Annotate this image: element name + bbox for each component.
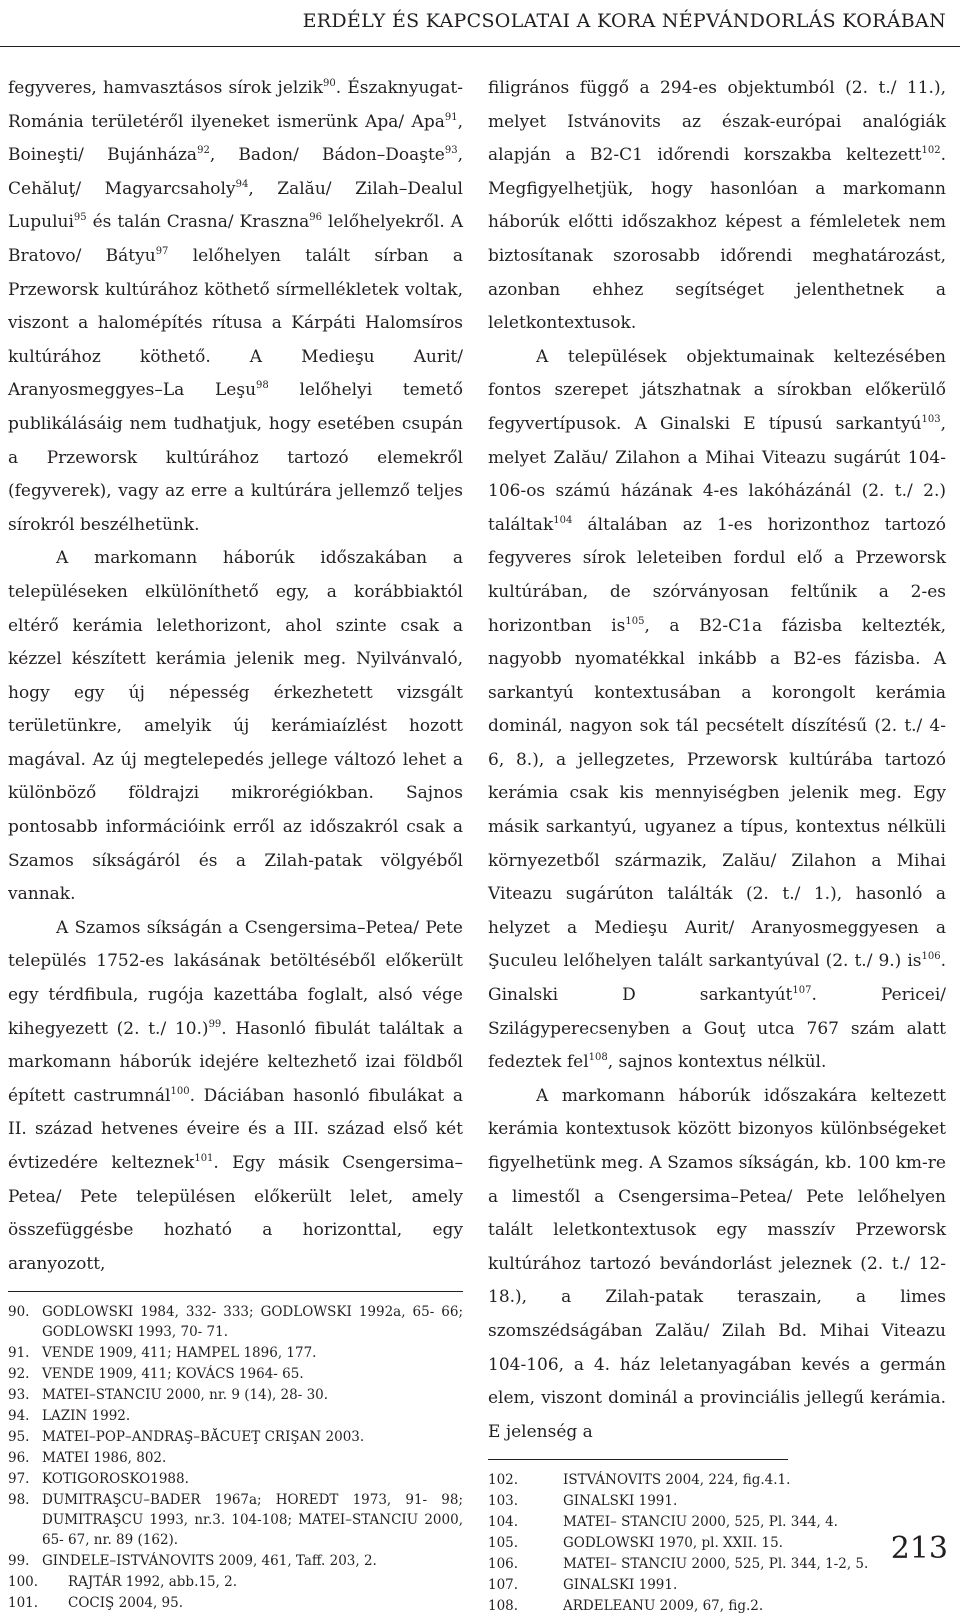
page-number: 213 bbox=[890, 1531, 948, 1566]
footnote-reference: 104 bbox=[553, 514, 573, 526]
body-paragraph: A települések objektumainak keltezésében fontos szerepet játszhatnak a sírokban előkerülő fegyvertípusok. A Ginalski E típusú sarkantyú$^{103}$, melyet Zalău/ Zilahon a Mihai Viteazu sugárút 104-106-os számú házának 4-es lakóházánál (2. t./ 2.) találtak$^{104}$ általában az 1-es horizonthoz tartozó fegyveres sírok leleteiben fordul elő a Przeworsk kultúrában, de szórványosan feltűnik a 2-es horizontban $is^{105}$, a B2-C1a fázisba keltezték, nagyobb nyomatékkal inkább a B2-es fázisba. A sarkantyú kontextusában a korongolt kerámia dominál, nagyon sok tál pecsételt díszítésű (2. t./ 4-6, 8.), a jellegzetes, Przeworsk kultúrába tartozó kerámia csak kis mennyiségben jelenik meg. Egy másik sarkantyú, ugyanez a típus, kontextus nélküli környezetből származik, Zalău/ Zilahon a Mihai Viteazu sugárúton találták (2. t./ 1.), hasonló a helyzet a Medieşu Aurit/ Aranyosmeggyesen a Şuculeu lelőhelyen talált sarkantyúval (2. t./ 9.) $is^{106}$. Ginalski D sarkantyút$^{107}$. Pericei/ Szilágyperecsenyben a Gouţ utca 767 szám alatt fedeztek fel$^{108}$, sajnos kontextus nélkül. bbox=[488, 346, 946, 1073]
footnote-text: LAZIN 1992. bbox=[42, 1408, 131, 1425]
footnote-text: GODLOWSKI 1984, 332- 333; GODLOWSKI 1992a, 65- 66; GODLOWSKI 1993, 70- 71. bbox=[42, 1304, 463, 1341]
footnote-number: 102. bbox=[488, 1472, 519, 1489]
footnote-reference: 93 bbox=[444, 145, 458, 157]
footnote bbox=[8, 1469, 463, 1489]
footnote-text: MATEI– STANCIU 2000, 525, Pl. 344, 1-2, 5. bbox=[563, 1556, 869, 1573]
footnote bbox=[488, 1491, 946, 1511]
footnote-reference: 91 bbox=[444, 111, 458, 123]
footnote bbox=[8, 1551, 463, 1571]
right-body-text bbox=[488, 72, 946, 1449]
body-paragraph: A markomann háborúk időszakára keltezett kerámia kontextusok között bizonyos különbségeket figyelhetünk meg. A Szamos síkságán, kb. 100 km-re a limestől a Csengersima–Petea/ Pete lelőhelyen talált leletkontextusok egy masszív Przeworsk kultúrához tartozó bevándorlást jeleznek (2. t./ 12-18.), a Zilah-patak teraszain, a limes szomszédságában Zalău/ Zilah Bd. Mihai Viteazu 104-106, a 4. ház leletanyagában kevés a germán elem, viszont dominál a provinciális jellegű kerámia. E jelenség a bbox=[488, 1085, 946, 1442]
footnote-reference: 108 bbox=[588, 1052, 608, 1064]
footnote bbox=[8, 1385, 463, 1405]
footnote bbox=[8, 1427, 463, 1447]
footnote-reference: 95 bbox=[73, 212, 87, 224]
left-footnotes bbox=[8, 1302, 463, 1613]
footnote-number: 100. bbox=[8, 1574, 39, 1591]
body-paragraph: filigrános függő a 294-es objektumból (2. t./ 11.), melyet Istvánovits az észak-európai analógiák alapján a B2-C1 időrendi korszakba keltezett$^{102}$. Megfigyelhetjük, hogy hasonlóan a markomann háborúk előtti időszakhoz képest a fémleletek nem biztosítanak szorosabb időrendi meghatározást, azonban ehhez segítséget jelenthetnek a leletkontextusok. bbox=[488, 78, 946, 334]
footnote-text: RAJTÁR 1992, abb.15, 2. bbox=[68, 1574, 238, 1591]
footnote-reference: 107 bbox=[792, 985, 812, 997]
footnote-text: MATEI 1986, 802. bbox=[42, 1450, 167, 1467]
footnote bbox=[488, 1596, 946, 1616]
footnote bbox=[8, 1364, 463, 1384]
footnote-reference: 96 bbox=[309, 212, 323, 224]
footnote-reference: 92 bbox=[197, 145, 210, 157]
footnote-number: 101. bbox=[8, 1595, 39, 1612]
footnote-number: 105. bbox=[488, 1535, 519, 1552]
footnote-reference: 102 bbox=[921, 145, 941, 157]
footnote-reference: 98 bbox=[256, 380, 269, 392]
footnote-number: 96. bbox=[8, 1450, 30, 1467]
footnote bbox=[8, 1302, 463, 1342]
footnote-number: 95. bbox=[8, 1429, 30, 1446]
footnote-reference: 97 bbox=[155, 245, 169, 257]
footnote-text: GINALSKI 1991. bbox=[563, 1493, 678, 1510]
footnote-number: 106. bbox=[488, 1556, 519, 1573]
footnote-number: 97. bbox=[8, 1471, 30, 1488]
footnote-reference: 99 bbox=[208, 1018, 222, 1030]
footnote bbox=[8, 1406, 463, 1426]
left-column bbox=[8, 72, 463, 1614]
footnote bbox=[8, 1572, 463, 1592]
footnote-reference: 106 bbox=[921, 951, 941, 963]
footnote-text: KOTIGOROSKO1988. bbox=[42, 1471, 189, 1488]
footnote-text: MATEI–STANCIU 2000, nr. 9 (14), 28- 30. bbox=[42, 1387, 329, 1404]
left-body-text bbox=[8, 72, 463, 1281]
footnote-number: 92. bbox=[8, 1366, 30, 1383]
body-paragraph: fegyveres, hamvasztásos sírok jelzik$^{90}$. Északnyugat-Románia területéről ilyeneket ismerünk Apa/ Apa$^{91}$, Boineşti/ Bujánháza$^{92}$, Badon/ Bádon–Doaşte$^{93}$, Cehăluţ/ Magyarcsaholy$^{94}$, Zalău/ Zilah–Dealul Lupului$^{95}$ és talán Crasna/ Kraszna$^{96}$ lelőhelyekről. A Bratovo/ Bátyu$^{97}$ lelőhelyen talált sírban a Przeworsk kultúrához köthető sírmellékletek voltak, viszont a halomépítés rítusa a Kárpáti Halomsíros kultúrához köthető. A Medieşu Aurit/ Aranyosmeggyes–La Leşu$^{98}$ lelőhelyi temető publikálásáig nem tudhatjuk, hogy esetében csupán a Przeworsk kultúrához tartozó elemekről (fegyverek), vagy az erre a kultúrára jellemző teljes sírokról beszélhetünk. bbox=[8, 78, 464, 535]
footnote-reference: 94 bbox=[235, 178, 249, 190]
footnote-text: GINALSKI 1991. bbox=[563, 1577, 678, 1594]
right-column bbox=[488, 72, 946, 1617]
footnote bbox=[488, 1470, 946, 1490]
body-paragraph: A Szamos síkságán a Csengersima–Petea/ Pete település 1752-es lakásának betöltéséből előkerült egy térdfibula, rugója kazettába foglalt, alsó vége kihegyezett (2. t./ 10.)$^{99}$. Hasonló fibulát találtak a markomann háborúk idejére keltezhető izai földből épített castrumnál$^{100}$. Dáciában hasonló fibulákat a II. század hetvenes éveire és a III. század első két évtizedére kelteznek$^{101}$. Egy másik Csengersima–Petea/ Pete településen előkerült lelet, amely összefüggésbe hozható a horizonttal, egy aranyozott, bbox=[8, 917, 463, 1274]
footnote-text: COCIŞ 2004, 95. bbox=[68, 1595, 184, 1612]
running-header: ERDÉLY ÉS KAPCSOLATAI A KORA NÉPVÁNDORLÁS KORÁBAN bbox=[302, 10, 946, 32]
footnote-text: VENDE 1909, 411; KOVÁCS 1964- 65. bbox=[42, 1366, 304, 1383]
footnote-number: 98. bbox=[8, 1492, 30, 1509]
footnote-text: ARDELEANU 2009, 67, fig.2. bbox=[563, 1598, 764, 1615]
footnote bbox=[488, 1554, 946, 1574]
right-footnote-divider bbox=[488, 1459, 788, 1460]
footnote-reference: 90 bbox=[323, 78, 336, 89]
body-paragraph: A markomann háborúk időszakában a településeken elkülöníthető egy, a korábbiaktól eltérő kerámia lelethorizont, ahol szinte csak a kézzel készített kerámia jelenik meg. Nyilvánvaló, hogy egy új népesség érkezhetett vizsgált területünkre, amelyik új kerámiaízlést hozott magával. Az új megtelepedés jellege változó lehet a különböző földrajzi mikrorégiókban. Sajnos pontosabb információink erről az időszakról csak a Szamos síkságáról és a Zilah-patak völgyéből vannak. bbox=[8, 548, 463, 905]
footnote bbox=[488, 1575, 946, 1595]
footnote-number: 103. bbox=[488, 1493, 519, 1510]
footnote-number: 94. bbox=[8, 1408, 30, 1425]
footnote-number: 104. bbox=[488, 1514, 519, 1531]
footnote-text: ISTVÁNOVITS 2004, 224, fig.4.1. bbox=[563, 1472, 791, 1489]
footnote bbox=[8, 1593, 463, 1613]
footnote-number: 108. bbox=[488, 1598, 519, 1615]
footnote-reference: 101 bbox=[194, 1153, 214, 1164]
header-divider bbox=[0, 46, 960, 47]
right-footnotes bbox=[488, 1470, 946, 1616]
footnote-text: MATEI– STANCIU 2000, 525, Pl. 344, 4. bbox=[563, 1514, 838, 1531]
footnote-reference: 100 bbox=[170, 1085, 190, 1097]
footnote-text: GINDELE–ISTVÁNOVITS 2009, 461, Taff. 203, 2. bbox=[42, 1553, 377, 1570]
left-footnote-divider bbox=[8, 1291, 463, 1292]
footnote-number: 93. bbox=[8, 1387, 30, 1404]
footnote bbox=[8, 1343, 463, 1363]
footnote-number: 99. bbox=[8, 1553, 30, 1570]
footnote-text: GODLOWSKI 1970, pl. XXII. 15. bbox=[563, 1535, 783, 1552]
footnote-reference: 105 bbox=[625, 615, 645, 627]
footnote-number: 107. bbox=[488, 1577, 519, 1594]
footnote bbox=[488, 1533, 946, 1553]
footnote-text: MATEI–POP–ANDRAŞ–BĂCUEŢ CRIŞAN 2003. bbox=[42, 1429, 365, 1446]
footnote-reference: 103 bbox=[921, 413, 941, 425]
footnote bbox=[488, 1512, 946, 1532]
footnote bbox=[8, 1490, 463, 1550]
footnote-text: DUMITRAŞCU–BADER 1967a; HOREDT 1973, 91- 98; DUMITRAŞCU 1993, nr.3. 104-108; MATEI–STANCIU 2000, 65- 67, nr. 89 (162). bbox=[42, 1492, 463, 1549]
footnote-text: VENDE 1909, 411; HAMPEL 1896, 177. bbox=[42, 1345, 317, 1362]
footnote bbox=[8, 1448, 463, 1468]
footnote-number: 90. bbox=[8, 1304, 30, 1321]
footnote-number: 91. bbox=[8, 1345, 30, 1362]
